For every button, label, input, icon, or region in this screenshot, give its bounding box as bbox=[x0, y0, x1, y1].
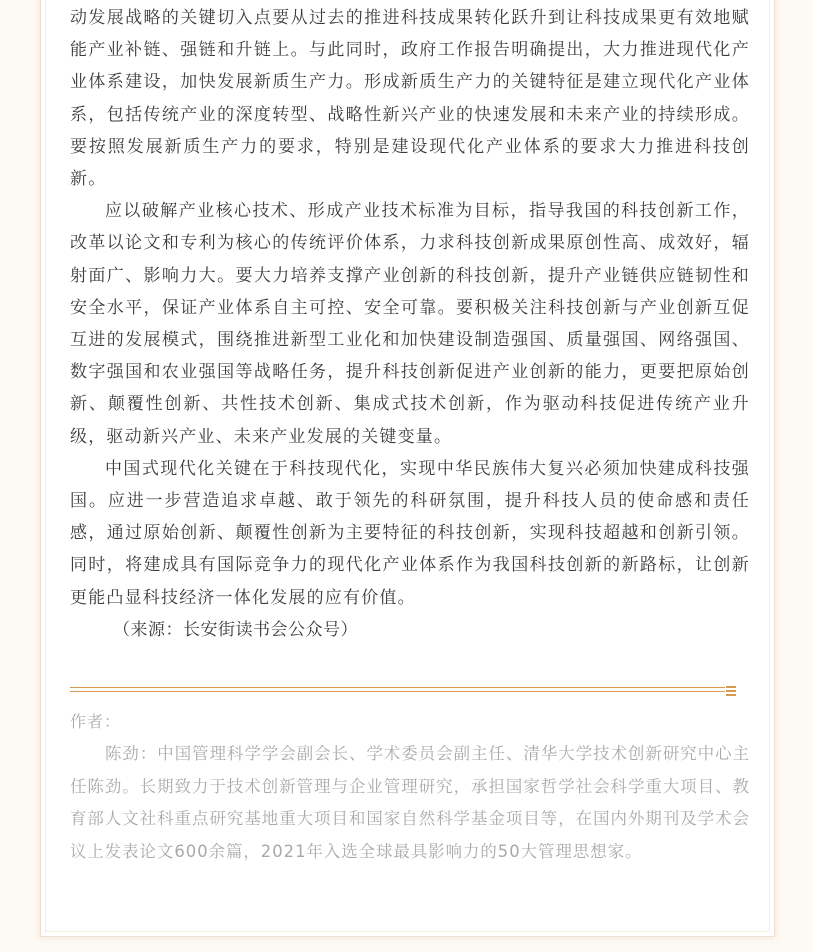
author-label: 作者： bbox=[70, 712, 122, 731]
article-paragraph-3: 中国式现代化关键在于科技现代化，实现中华民族伟大复兴必须加快建成科技强国。应进一步营造追求卓越、敢于领先的科研氛围，提升科技人员的使命感和责任感，通过原始创新、颠覆性创新为主要特征的科技创新，实现科技超越和创新引领。同时，将建成具有国际竞争力的现代化产业体系作为我国科技创新的新路标，让创新更能凸显科技经济一体化发展的应有价值。 bbox=[70, 458, 750, 608]
author-block bbox=[70, 706, 750, 868]
section-divider bbox=[70, 686, 725, 694]
divider-ornament-icon bbox=[726, 686, 736, 696]
author-bio: 陈劲：中国管理科学学会副会长、学术委员会副主任、清华大学技术创新研究中心主任陈劲。长期致力于技术创新管理与企业管理研究，承担国家哲学社会科学重大项目、教育部人文社科重点研究基地重大项目和国家自然科学基金项目等，在国内外期刊及学术会议上发表论文600余篇，2021年入选全球最具影响力的50大管理思想家。 bbox=[70, 744, 750, 861]
article-body bbox=[70, 2, 750, 646]
divider-line-top bbox=[70, 687, 725, 688]
divider-line-bottom bbox=[70, 691, 725, 692]
article-source: （来源：长安街读书会公众号） bbox=[113, 619, 358, 640]
article-paragraph-1: 动发展战略的关键切入点要从过去的推进科技成果转化跃升到让科技成果更有效地赋能产业补链、强链和升链上。与此同时，政府工作报告明确提出，大力推进现代化产业体系建设，加快发展新质生产力。形成新质生产力的关键特征是建立现代化产业体系，包括传统产业的深度转型、战略性新兴产业的快速发展和未来产业的持续形成。要按照发展新质生产力的要求，特别是建设现代化产业体系的要求大力推进科技创新。 bbox=[70, 8, 750, 190]
article-paragraph-2: 应以破解产业核心技术、形成产业技术标准为目标，指导我国的科技创新工作，改革以论文和专利为核心的传统评价体系，力求科技创新成果原创性高、成效好，辐射面广、影响力大。要大力培养支撑产业创新的科技创新，提升产业链供应链韧性和安全水平，保证产业体系自主可控、安全可靠。要积极关注科技创新与产业创新互促互进的发展模式，围绕推进新型工业化和加快建设制造强国、质量强国、网络强国、数字强国和农业强国等战略任务，提升科技创新促进产业创新的能力，更要把原始创新、颠覆性创新、共性技术创新、集成式技术创新，作为驱动科技促进传统产业升级，驱动新兴产业、未来产业发展的关键变量。 bbox=[70, 201, 750, 447]
